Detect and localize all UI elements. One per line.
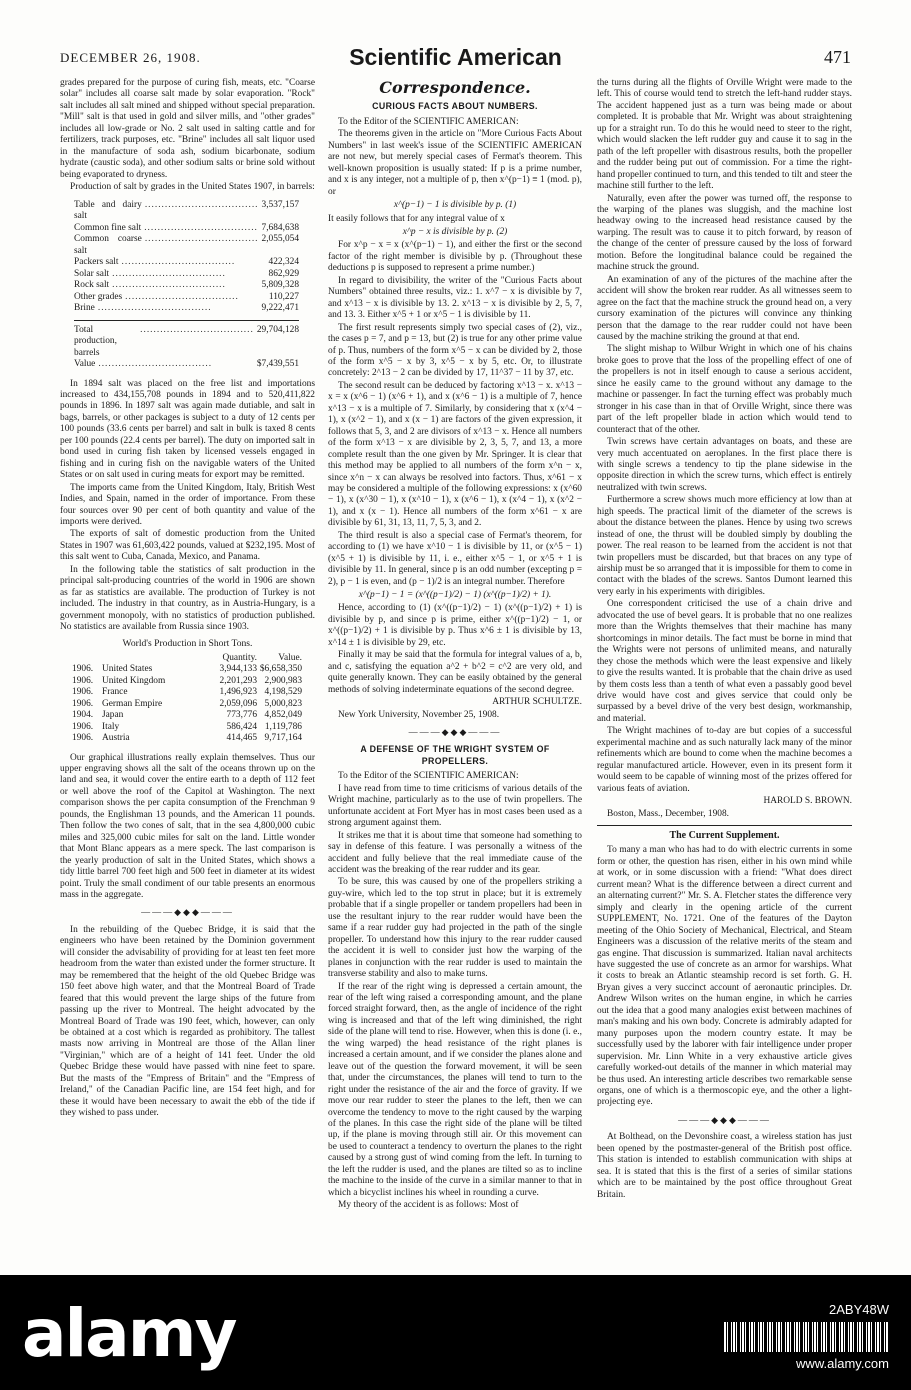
section-divider-ornament: ———◆◆◆——— xyxy=(141,907,234,918)
barcode-icon xyxy=(724,1322,889,1352)
salutation: To the Editor of the SCIENTIFIC AMERICAN: xyxy=(338,116,519,127)
supplement-heading: The Current Supplement. xyxy=(669,830,780,841)
issue-date: DECEMBER 26, 1908. xyxy=(60,50,201,65)
equation: x^p − x is divisible by p. (2) xyxy=(402,226,508,237)
section-divider-ornament: ———◆◆◆——— xyxy=(408,727,502,738)
equation: x^(p−1) − 1 is divisible by p. (1) xyxy=(393,200,517,211)
paragraph: My theory of the accident is as follows: Most of xyxy=(338,1200,519,1211)
article-heading: CURIOUS FACTS ABOUT NUMBERS. xyxy=(372,101,538,112)
paragraph: It strikes me that it is about time that someone had something to say in defense of this feature. I was personally a witness of the accident and fully believe that the real immediate cause of the accident was the breaking of the rear rudder and its gear. xyxy=(328,830,582,875)
table-divider xyxy=(74,320,299,321)
page-number: 471 xyxy=(824,47,851,67)
quebec-bridge-paragraph: In the rebuilding of the Quebec Bridge, it is said that the engineers who have been retained by the Dominion government will consider the advisability of providing for at least ten feet more headroom from the water than existed under the former structure. It may be remembered that the height of the old Quebec Bridge was 150 feet above high water, and that the Montreal Board of Trade feared that this would prevent the large ships of the future from passing up the river to Montreal. The height advocated by the Montreal Board of Trade was 190 feet, which, however, can only be obtained at a cost which is regarded as prohibitory. The tallest masts now arriving in Montreal are those of the Allan liner "Virginian," which are of a height of 141 feet. Under the old Quebec Bridge these would have passed with nine feet to spare. But the masts of the "Empress of Britain" and the "Empress of Ireland," of the Canadian Pacific line, are 154 feet high, and for these it would have been necessary to await the ebb of the tide if they wished to pass under. xyxy=(60,924,315,1119)
table-row: 1906. United Kingdom 2,201,293 2,900,983 xyxy=(72,675,302,686)
paragraph: I have read from time to time criticisms of various details of the Wright machine, particularly as to the use of twin propellers. The unfortunate accident at Fort Myer has in most cases been used as a strong argument against them. xyxy=(328,783,582,829)
paragraph: If the rear of the right wing is depressed a certain amount, the rear of the left wing raised a corresponding amount, and the plane forced straight forward, then, as the angle of incidence of the right wing is increased and that of the left wing diminished, the right side of the plane will tend to rise. However, when this is done (i. e., the wing warped) the head resistance of the right planes is increased a certain amount, and if we consider the planes alone and leave out of the question the forward movement, it will be seen that, under the circumstances, the planes will tend to turn to the right under the resistance of the air and the force of gravity. If we move our rear rudder to steer the planes to the left, then we can overcome the tendency to move to the right caused by the warping of the planes. In this case the right side of the plane will be tilted up, if the plane is moving through still air. Or this movement can be used to counteract a tendency to overturn the planes to the right caused by a strong gust of wind coming from the left. In turning to the left the rudder is used, and the planes are tilted so as to incline the machine to the inside of the curve in a similar manner to that in which a bicyclist inclines his wheel in rounding a curve. xyxy=(328,981,582,1198)
paragraph: The slight mishap to Wilbur Wright in which one of his chains broke goes to prove that the loss of the propelling effect of one of the propellers is not in itself enough to cause a serious accident, since he easily came to the ground without any damage to the machine or passenger. In fact the turning effect was probably much stronger in his case than in that of Orville Wright, since there was part of the left propeller blade in action which would tend to counteract that of the other. xyxy=(597,344,852,435)
world-production-table xyxy=(72,653,302,745)
table-row: 1904. Japan 773,776 4,852,049 xyxy=(72,710,302,721)
paragraph: Hence, according to (1) (x^((p−1)/2) − 1) (x^((p−1)/2) + 1) is divisible by p, and since p is prime, either x^((p−1)/2) − 1, or x^((p−1)/2) + 1 is divisible by p. Thus x^6 ± 1 is divisible by 13, x^14 ± 1 is divisible by 29, etc. xyxy=(328,603,582,648)
table-row: 1906. Austria 414,465 9,717,164 xyxy=(72,733,302,744)
signature: HAROLD S. BROWN. xyxy=(763,796,852,807)
paragraph: At Bolthead, on the Devonshire coast, a wireless station has just been opened by the postmaster-general of the British post office. This station is intended to establish communication with ships at sea. It is stated that this is the first of a series of similar stations which are to be maintained by the post office throughout Great Britain. xyxy=(597,1132,852,1200)
article-heading: A DEFENSE OF THE WRIGHT SYSTEM OF PROPELLERS. xyxy=(360,744,550,766)
paragraph: The Wright machines of to-day are but copies of a successful experimental machine and as such naturally lack many of the minor refinements which are bound to come when the machine becomes a regular manufactured article. However, even in its present form it would seem to be capable of winning most of the prizes offered for various feats of aviation. xyxy=(597,726,852,794)
section-divider xyxy=(597,825,852,826)
world-stats-paragraph: In the following table the statistics of salt production in the principal salt-producing countries of the world in 1906 are shown as far as statistics are available. The production of Turkey is not included. The industry in that country, as in Austria-Hungary, is a government monopoly, with no statistics of production published. No statistics are available from Russia since 1903. xyxy=(60,564,315,633)
paragraph: The third result is also a special case of Fermat's theorem, for according to (1) we have x^10 − 1 is divisible by 11, or (x^5 − 1) (x^5 + 1) is divisible by 11, i. e., either x^5 − 1, or x^5 + 1 is divisible by 11. In general, since p is an odd number (excepting p = 2), p − 1 is even, and (p − 1)/2 is an integral number. Therefore xyxy=(328,530,582,587)
table-row: 1906. United States 3,944,133 $6,658,350 xyxy=(72,664,302,675)
paragraph: Twin screws have certain advantages on boats, and these are very much accentuated on aeroplanes. In the first place there is with single screws a tendency to tip the plane sidewise in the opposite direction in which the screw turns, which effect is entirely neutralized with twin screws. xyxy=(597,437,852,493)
paragraph: Finally it may be said that the formula for integral values of a, b, and c, satisfying the equation a^2 + b^2 = c^2 are very old, and quite generally known. They can be easily obtained by the general methods of solving indeterminate equations of the second degree. xyxy=(328,650,582,695)
paragraph: Furthermore a screw shows much more efficiency at low than at high speeds. The practical limit of the diameter of the screws is about the distance between the planes. Hence by using two screws instead of one, the thrust will be doubled simply by doubling the power. The real reason to be learned from the accident is not that twin propellers must be discarded, but that braces on any type of airship must be so arranged that it is impossible for them to come in contact with the blades of the screws. Santos Dumont learned this very early in his experiments with dirigibles. xyxy=(597,495,852,597)
salutation: To the Editor of the SCIENTIFIC AMERICAN: xyxy=(338,771,519,782)
paragraph: One correspondent criticised the use of a chain drive and advocated the use of bevel gears. It is probable that no one realizes more than the Wrights themselves that their machine has many shortcomings in minor details. The fact must be borne in mind that the Wrights were not persons of unlimited means, and naturally they chose the methods which were the least expensive and likely to give the results wanted. It is probable that the chain drive as used by them costs less than a tenth of what even a passably good bevel drive would have cost and gives service that could only be surpassed by a bevel drive of the very best design, workmanship, and material. xyxy=(597,599,852,724)
masthead-title: Scientific American xyxy=(349,44,562,70)
table-row: Total production, barrels .................................. 29,704,128 xyxy=(74,324,299,358)
paragraph: To many a man who has had to do with electric currents in some form or other, the question has risen, either in his own mind while at work, or in some discussion with a friend: "What does direct current mean? What is the difference between a direct current and an alternating current?" Mr. S. A. Fletcher states the difference very simply and clearly in the opening article of the current SUPPLEMENT, No. 1721. One of the features of the Dayton meeting of the Ohio Society of Mechanical, Electrical, and Steam Engineers was a discussion of the relative merits of the steam and gas engine. That discussion is summarized. Italian naval architects have suggested the use of concrete as an armor for warships. What it costs to break an Atlantic steamship record is set forth. G. H. Bryan gives a very succinct account of aeronautic principles. Dr. Andrew Wilson writes on the human engine, in which he carries out the idea that a good many analogies exist between machines of man's making and his own body. Concrete is admirably adapted for many purposes upon the modern country estate. It may be successfully used by the laborer with fair intelligence under proper supervision. Mr. Linn White in a very exhaustive article gives carefully worked-out details of the manner in which material may be thus used. An interesting article describes two remarkable sense organs, one of which is a thermoscopic eye, and the other a light-projecting eye. xyxy=(597,845,852,1108)
table-row: Table and dairy salt .................................. 3,537,157 xyxy=(74,199,299,222)
dateline: New York University, November 25, 1908. xyxy=(338,709,500,720)
paragraph: For x^p − x = x (x^(p−1) − 1), and either the first or the second factor of the right member is divisible by p. (Throughout these deductions p is supposed to represent a prime number.) xyxy=(328,240,582,274)
image-code: 2ABY48W xyxy=(829,1302,889,1317)
column-3 xyxy=(597,78,852,1201)
imports-paragraph: The imports came from the United Kingdom, Italy, British West Indies, and Spain, named in the order of importance. From these four sources over 90 per cent of both quantity and value of the imports were derived. xyxy=(60,482,315,527)
duty-paragraph: In 1894 salt was placed on the free list and importations increased to 434,155,708 pounds in 1894 and to 520,411,822 pounds in 1896. In 1897 salt was again made dutiable, and salt in bags, barrels, or other packages is subject to a duty of 12 cents per 100 pounds (33.6 cents per barrel) and salt in bulk is taxed 8 cents per 100 pounds (22.4 cents per barrel). The duty on imported salt in bond used in curing fish taken by licensed vessels engaged in fishing and in curing fish on the navigable waters of the United States or on salt used in curing meats for export may be remitted. xyxy=(60,378,315,481)
alamy-logo: alamy xyxy=(22,1295,236,1372)
signature: ARTHUR SCHULTZE. xyxy=(492,697,582,708)
salt-production-table xyxy=(74,200,299,371)
paragraph: To be sure, this was caused by one of the propellers striking a guy-wire, which led to the top strut in place; but it is extremely probable that if a single propeller or tandem propellers had been in use the resultant injury to the rear rudder would have been the same if a rear rudder guy had projected in the path of the single propeller. To understand how this injury to the rear rudder caused the accident it is well to consider just how the warping of the planes in conjunction with the rear rudder is used to maintain the transverse stability and also to make turns. xyxy=(328,877,582,980)
table-row: 1906. German Empire 2,059,096 5,000,823 xyxy=(72,698,302,709)
table-row: Common fine salt .................................. 7,684,638 xyxy=(74,222,299,233)
table-row: Solar salt .................................. 862,929 xyxy=(74,268,299,279)
paragraph: The theorems given in the article on "More Curious Facts About Numbers" in last week's issue of the SCIENTIFIC AMERICAN are not new, but merely special cases of Fermat's theorem. This well-known proposition is usually stated: If p is a prime number, and x is any integer, not a multiple of p, then x^(p−1) ≡ 1 (mod. p), or xyxy=(328,129,582,197)
column-2 xyxy=(328,78,582,1212)
correspondence-heading: Correspondence. xyxy=(379,78,531,97)
table-header: Quantity. Value. xyxy=(222,652,302,663)
production-intro: Production of salt by grades in the United States 1907, in barrels: xyxy=(70,182,315,193)
world-table-title: World's Production in Short Tons. xyxy=(122,637,253,649)
paragraph: The second result can be deduced by factoring x^13 − x. x^13 − x = x (x^6 − 1) (x^6 + 1), and x (x^6 − 1) is a multiple of 7, hence x^13 − x is a multiple of 7. Similarly, by considering that x (x^4 − 1), x (x^2 − 1), and x (x − 1) are factors of the given expression, it follows that 5, 3, and 2 are divisors of x^13 − x. Hence all numbers of the form x^13 − x are divisible by 2, 3, 5, 7, and 13, a more complete result than the one given by Mr. Springer. It is clear that this method may be applied to all numbers of the form x^n − x, since x^n − x can always be resolved into factors. Thus, x^61 − x may be considered a multiple of the following expressions: x (x^60 − 1), x (x^30 − 1), x (x^10 − 1), x (x^6 − 1), x (x^4 − 1), x (x^2 − 1), and x (x − 1). Hence all numbers of the form x^61 − x are divisible by 61, 31, 13, 11, 7, 5, 3, and 2. xyxy=(328,380,582,529)
dateline: Boston, Mass., December, 1908. xyxy=(607,808,730,819)
paragraph: the turns during all the flights of Orville Wright were made to the left. This of course would tend to stretch the left-hand rudder stays. The accident happened just as a turn was being made or about completed. It is probable that Mr. Wright was about straightening up for a straight run. To do this he would need to steer to the right, which would slacken the left rudder guy and cause it to sag in the path of the left propeller with disastrous results, both the propeller and the rudder being put out of commission. For a time the right-hand propeller continued to turn, and this tended to tilt and steer the machine still further to the left. xyxy=(597,78,852,192)
table-row: Other grades .................................. 110,227 xyxy=(74,291,299,302)
paragraph: It easily follows that for any integral value of x xyxy=(328,213,505,224)
equation: x^(p−1) − 1 = (x^((p−1)/2) − 1) (x^((p−1)/2) + 1). xyxy=(358,590,552,601)
table-row: Packers salt .................................. 422,324 xyxy=(74,257,299,268)
salt-grades-paragraph: grades prepared for the purpose of curing fish, meats, etc. "Coarse solar" includes all coarse salt made by solar evaporation. "Rock" salt includes all salt mined and shipped without special preparation. "Mill" salt is that used in gold and silver mills, and "other grades" includes all low-grade or No. 2 salt used in salting cattle and for fertilizers, track purposes, etc. "Brine" includes all salt liquor used in the manufacture of soda ash, sodium bicarbonate, sodium hydrate (caustic soda), and other sodium salts or brine sold without being evaporated to dryness. xyxy=(60,78,315,180)
paragraph: Naturally, even after the power was turned off, the response to the warping of the planes was sluggish, and the machine lost headway owing to the increased head resistance caused by the warping. The result was to cause it to pitch forward, by reason of the change of the center of pressure caused by the loss of forward motion. Before the longitudinal balance could be regained the machine struck the ground. xyxy=(597,193,852,273)
column-1 xyxy=(60,78,315,1120)
paragraph: The first result represents simply two special cases of (2), viz., the cases p = 7, and p = 13, but (2) is true for any other prime value of p. Thus, numbers of the form x^5 − x can be divided by 2, those of the form x^5 − x by 3, x^5 − x by 5, etc. Or, to illustrate concretely: 2^13 − 2 can be divided by 17, 11^37 − 11 by 37, etc. xyxy=(328,322,582,379)
exports-paragraph: The exports of salt of domestic production from the United States in 1907 was 61,603,422 pounds, valued at $232,195. Most of this salt went to Cuba, Canada, Mexico, and Panama. xyxy=(60,529,315,563)
paragraph: An examination of any of the pictures of the machine after the accident will show the broken rear rudder. As all witnesses seem to agree on the fact that the machine struck the ground head on, a very cursory examination of the pictures will convince any thinking person that the damage to the rear rudder could not have been caused by the machine striking the ground at that end. xyxy=(597,274,852,342)
table-row: 1906. Italy 586,424 1,119,786 xyxy=(72,721,302,732)
table-row: Brine .................................. 9,222,471 xyxy=(74,303,299,314)
table-row: Common coarse salt .................................. 2,055,054 xyxy=(74,234,299,256)
stock-url: www.alamy.com xyxy=(796,1356,889,1371)
table-row: Value .................................. $7,439,551 xyxy=(74,359,299,370)
paragraph: In regard to divisibility, the writer of the "Curious Facts about Numbers" obtained three results, viz.: 1. x^7 − x is divisible by 7, and x^13 − x is divisible by 13. 2. x^13 − x is divisible by 2, 5, 7, and 13. 3. Either x^5 + 1 or x^5 − 1 is divisible by 11. xyxy=(328,275,582,321)
table-row: Rock salt .................................. 5,809,328 xyxy=(74,280,299,291)
illustrations-paragraph: Our graphical illustrations really explain themselves. Thus our upper engraving shows all the salt of the oceans thrown up on the land and sea, it would cover the entire earth to a depth of 112 feet or well above the roof of the Capitol at Washington. The next comparison shows the per capita consumption of the Frenchman 9 pounds, the Englishman 13 pounds, and the American 11 pounds. Then follow the two cones of salt, that in the sea 4,800,000 cubic miles and 325,000 cubic miles for salt on the land. Little wonder that Mont Blanc appears as a mere speck. The last comparison is the yearly production of salt in the United States, which shows a tidy little barrel 700 feet high and 500 feet in diameter at its widest point. Truly the small condiment of our table presents an enormous mass in the aggregate. xyxy=(60,752,315,901)
table-row: 1906. France 1,496,923 4,198,529 xyxy=(72,687,302,698)
section-divider-ornament: ———◆◆◆——— xyxy=(678,1114,771,1125)
